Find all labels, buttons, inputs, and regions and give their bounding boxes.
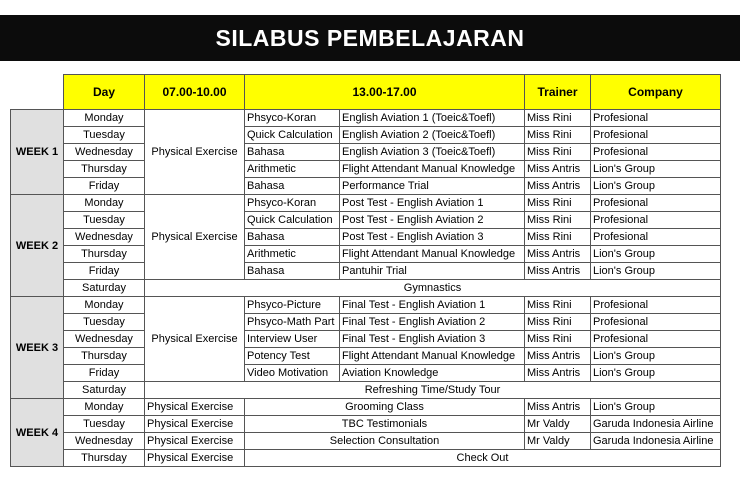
week-label: WEEK 2 (11, 195, 64, 297)
morning-cell: Physical Exercise (145, 110, 245, 195)
topic-cell: Flight Attendant Manual Knowledge (340, 348, 525, 365)
activity-cell: TBC Testimonials (245, 416, 525, 433)
table-row (11, 263, 721, 280)
day-cell: Friday (64, 178, 145, 195)
trainer-cell: Miss Antris (525, 348, 591, 365)
day-cell: Monday (64, 399, 145, 416)
trainer-cell: Miss Rini (525, 110, 591, 127)
company-cell: Profesional (591, 195, 721, 212)
day-cell: Thursday (64, 450, 145, 467)
corner-cell (11, 75, 64, 110)
company-cell: Lion's Group (591, 263, 721, 280)
table-row (11, 399, 721, 416)
topic-cell: Pantuhir Trial (340, 263, 525, 280)
subject-cell: Phsyco-Math Part (245, 314, 340, 331)
trainer-cell: Miss Rini (525, 144, 591, 161)
table-row (11, 297, 721, 314)
week-label: WEEK 1 (11, 110, 64, 195)
subject-cell: Potency Test (245, 348, 340, 365)
topic-cell: Final Test - English Aviation 1 (340, 297, 525, 314)
day-cell: Tuesday (64, 212, 145, 229)
company-cell: Profesional (591, 331, 721, 348)
topic-cell: Post Test - English Aviation 1 (340, 195, 525, 212)
morning-cell: Physical Exercise (145, 297, 245, 382)
syllabus-table (10, 74, 721, 467)
trainer-cell: Miss Rini (525, 297, 591, 314)
company-cell: Profesional (591, 212, 721, 229)
table-row (11, 331, 721, 348)
table-row (11, 212, 721, 229)
subject-cell: Quick Calculation (245, 212, 340, 229)
subject-cell: Phsyco-Koran (245, 195, 340, 212)
company-cell: Profesional (591, 144, 721, 161)
header-morning: 07.00-10.00 (145, 75, 245, 110)
table-row (11, 365, 721, 382)
subject-cell: Arithmetic (245, 246, 340, 263)
topic-cell: Performance Trial (340, 178, 525, 195)
subject-cell: Bahasa (245, 178, 340, 195)
company-cell: Lion's Group (591, 365, 721, 382)
topic-cell: English Aviation 2 (Toeic&Toefl) (340, 127, 525, 144)
day-cell: Friday (64, 263, 145, 280)
company-cell: Profesional (591, 297, 721, 314)
topic-cell: Post Test - English Aviation 2 (340, 212, 525, 229)
day-cell: Monday (64, 110, 145, 127)
subject-cell: Phsyco-Picture (245, 297, 340, 314)
trainer-cell: Miss Rini (525, 195, 591, 212)
subject-cell: Interview User (245, 331, 340, 348)
header-company: Company (591, 75, 721, 110)
activity-cell: Check Out (245, 450, 721, 467)
table-row (11, 382, 721, 399)
activity-cell: Selection Consultation (245, 433, 525, 450)
table-row (11, 433, 721, 450)
day-cell: Wednesday (64, 433, 145, 450)
company-cell: Garuda Indonesia Airline (591, 433, 721, 450)
day-cell: Saturday (64, 382, 145, 399)
subject-cell: Arithmetic (245, 161, 340, 178)
trainer-cell: Miss Antris (525, 263, 591, 280)
activity-cell: Refreshing Time/Study Tour (145, 382, 721, 399)
company-cell: Garuda Indonesia Airline (591, 416, 721, 433)
table-row (11, 416, 721, 433)
day-cell: Wednesday (64, 331, 145, 348)
table-row (11, 450, 721, 467)
morning-cell: Physical Exercise (145, 450, 245, 467)
day-cell: Thursday (64, 246, 145, 263)
table-row (11, 246, 721, 263)
topic-cell: English Aviation 3 (Toeic&Toefl) (340, 144, 525, 161)
week-label: WEEK 3 (11, 297, 64, 399)
trainer-cell: Miss Antris (525, 246, 591, 263)
day-cell: Tuesday (64, 416, 145, 433)
table-row (11, 280, 721, 297)
day-cell: Wednesday (64, 144, 145, 161)
table-row (11, 229, 721, 246)
trainer-cell: Miss Antris (525, 365, 591, 382)
day-cell: Tuesday (64, 127, 145, 144)
trainer-cell: Miss Rini (525, 229, 591, 246)
topic-cell: Flight Attendant Manual Knowledge (340, 161, 525, 178)
company-cell: Profesional (591, 229, 721, 246)
table-row (11, 178, 721, 195)
company-cell: Lion's Group (591, 161, 721, 178)
day-cell: Wednesday (64, 229, 145, 246)
topic-cell: Final Test - English Aviation 3 (340, 331, 525, 348)
activity-cell: Gymnastics (145, 280, 721, 297)
day-cell: Thursday (64, 161, 145, 178)
subject-cell: Bahasa (245, 263, 340, 280)
day-cell: Thursday (64, 348, 145, 365)
table-row (11, 195, 721, 212)
trainer-cell: Miss Rini (525, 314, 591, 331)
company-cell: Lion's Group (591, 348, 721, 365)
table-row (11, 314, 721, 331)
company-cell: Lion's Group (591, 178, 721, 195)
trainer-cell: Mr Valdy (525, 416, 591, 433)
header-day: Day (64, 75, 145, 110)
week-label: WEEK 4 (11, 399, 64, 467)
subject-cell: Quick Calculation (245, 127, 340, 144)
topic-cell: Flight Attendant Manual Knowledge (340, 246, 525, 263)
subject-cell: Phsyco-Koran (245, 110, 340, 127)
subject-cell: Bahasa (245, 229, 340, 246)
header-row (11, 75, 721, 110)
table-row (11, 348, 721, 365)
topic-cell: Aviation Knowledge (340, 365, 525, 382)
table-row (11, 144, 721, 161)
day-cell: Monday (64, 297, 145, 314)
day-cell: Saturday (64, 280, 145, 297)
day-cell: Monday (64, 195, 145, 212)
company-cell: Profesional (591, 110, 721, 127)
trainer-cell: Miss Rini (525, 212, 591, 229)
trainer-cell: Miss Antris (525, 399, 591, 416)
table-row (11, 110, 721, 127)
activity-cell: Grooming Class (245, 399, 525, 416)
header-afternoon: 13.00-17.00 (245, 75, 525, 110)
trainer-cell: Miss Rini (525, 331, 591, 348)
header-trainer: Trainer (525, 75, 591, 110)
morning-cell: Physical Exercise (145, 433, 245, 450)
company-cell: Lion's Group (591, 399, 721, 416)
company-cell: Profesional (591, 314, 721, 331)
day-cell: Friday (64, 365, 145, 382)
table-row (11, 127, 721, 144)
subject-cell: Video Motivation (245, 365, 340, 382)
morning-cell: Physical Exercise (145, 195, 245, 280)
day-cell: Tuesday (64, 314, 145, 331)
trainer-cell: Mr Valdy (525, 433, 591, 450)
company-cell: Profesional (591, 127, 721, 144)
trainer-cell: Miss Rini (525, 127, 591, 144)
topic-cell: Post Test - English Aviation 3 (340, 229, 525, 246)
company-cell: Lion's Group (591, 246, 721, 263)
topic-cell: English Aviation 1 (Toeic&Toefl) (340, 110, 525, 127)
page-title: SILABUS PEMBELAJARAN (0, 15, 740, 61)
subject-cell: Bahasa (245, 144, 340, 161)
morning-cell: Physical Exercise (145, 399, 245, 416)
table-row (11, 161, 721, 178)
trainer-cell: Miss Antris (525, 161, 591, 178)
morning-cell: Physical Exercise (145, 416, 245, 433)
trainer-cell: Miss Antris (525, 178, 591, 195)
topic-cell: Final Test - English Aviation 2 (340, 314, 525, 331)
